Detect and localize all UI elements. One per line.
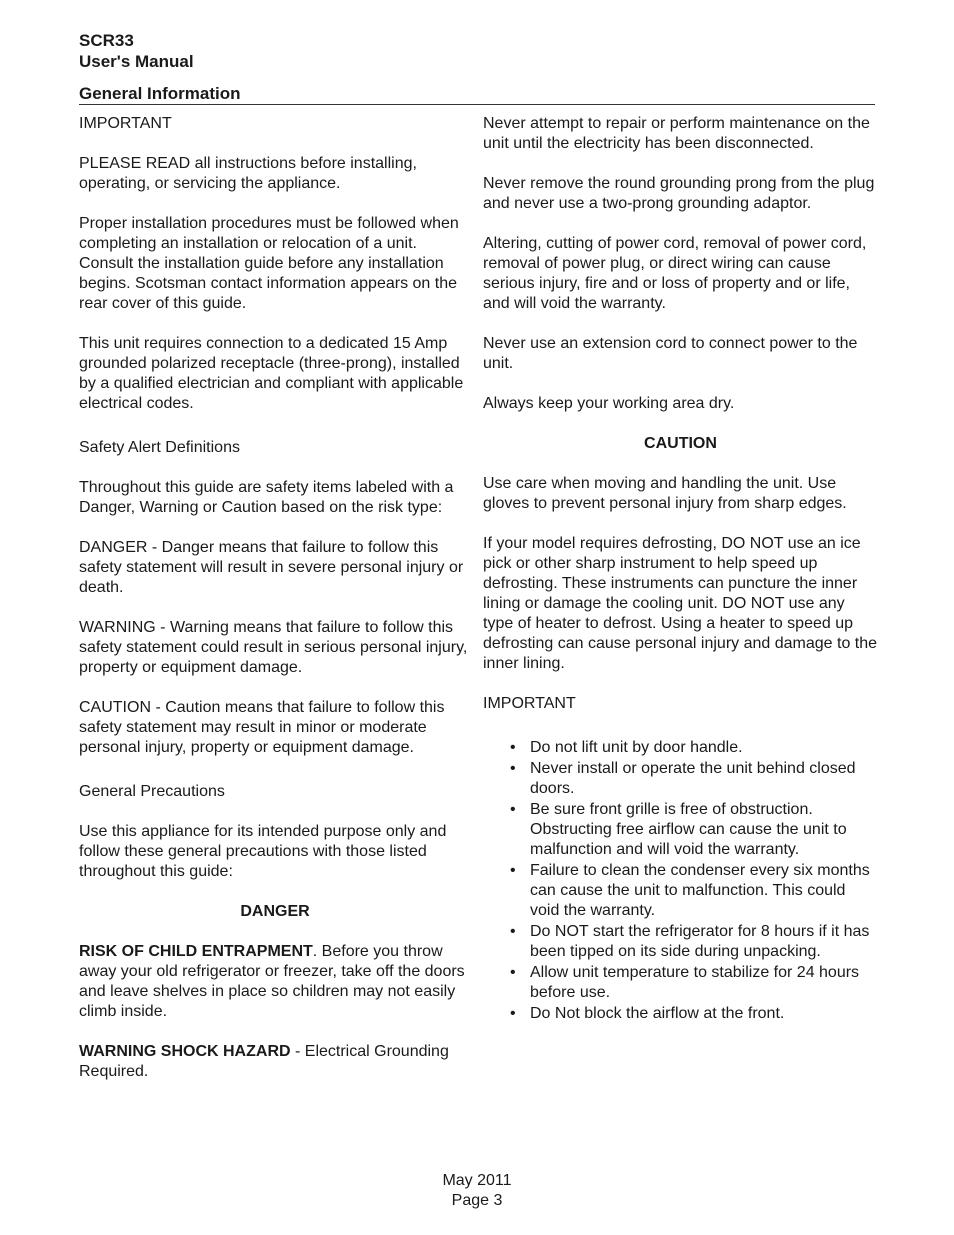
shock-hazard-text: - Electrical Grounding Required. [79,1043,449,1080]
use-appliance-paragraph: Use this appliance for its intended purpose only and follow these general precautions with those listed throughout this guide: [79,823,447,880]
dry-area-paragraph: Always keep your working area dry. [483,395,735,412]
list-item: • Failure to clean the condenser every six months can cause the unit to malfunction. This could void the warranty. [483,861,878,921]
list-item: • Do Not block the airflow at the front. [483,1004,878,1024]
warning-definition: WARNING - Warning means that failure to follow this safety statement could result in serious personal injury, property or equipment damage. [79,619,468,676]
caution-definition: CAUTION - Caution means that failure to follow this safety statement may result in minor or moderate personal injury, property or equipment damage. [79,699,445,756]
child-entrapment-label: RISK OF CHILD ENTRAPMENT [79,943,313,960]
child-entrapment-text: . Before you throw away your old refrigerator or freezer, take off the doors and leave shelves in place so children may not easily climb inside. [79,943,465,1020]
document-title: User's Manual [79,52,194,71]
child-entrapment-paragraph [79,942,471,1022]
list-item: • Never install or operate the unit behind closed doors. [483,759,878,799]
power-cord-paragraph: Altering, cutting of power cord, removal of power cord, removal of power plug, or direct wiring can cause serious injury, fire and or loss of property and or life, and will void the warranty. [483,235,867,312]
list-item: • Do not lift unit by door handle. [483,738,878,758]
left-column [79,114,471,1102]
list-item: • Allow unit temperature to stabilize for 24 hours before use. [483,963,878,1003]
defrosting-paragraph: If your model requires defrosting, DO NOT use an ice pick or other sharp instrument to help speed up defrosting. These instruments can puncture the inner lining or damage the cooling unit. DO NOT use any type of heater to defrost. Using a heater to speed up defrosting can cause personal injury and damage to the inner lining. [483,535,878,672]
grounding-prong-paragraph: Never remove the round grounding prong from the plug and never use a two-prong grounding adaptor. [483,175,875,212]
shock-hazard-label: WARNING SHOCK HAZARD [79,1043,291,1060]
important-label-right: IMPORTANT [483,695,576,712]
footer-date: May 2011 [442,1172,512,1189]
right-column [483,114,878,1025]
general-precautions-heading: General Precautions [79,783,225,800]
extension-cord-paragraph: Never use an extension cord to connect power to the unit. [483,335,858,372]
model-number: SCR33 [79,31,134,50]
shock-hazard-paragraph [79,1042,471,1082]
important-label: IMPORTANT [79,115,172,132]
list-item: • Be sure front grille is free of obstruction. Obstructing free airflow can cause the unit to malfunction and will void the warranty. [483,800,878,860]
installation-paragraph: Proper installation procedures must be followed when completing an installation or relocation of a unit. Consult the installation guide before any installation begins. Scotsman contact information appears on the rear cover of this guide. [79,215,459,312]
section-title: General Information [79,84,241,103]
header-divider [79,104,875,105]
safety-alert-heading: Safety Alert Definitions [79,439,240,456]
safety-intro-paragraph: Throughout this guide are safety items labeled with a Danger, Warning or Caution based on the risk type: [79,479,454,516]
danger-title: DANGER [240,903,310,920]
handling-paragraph: Use care when moving and handling the unit. Use gloves to prevent personal injury from sharp edges. [483,475,847,512]
list-item: • Do NOT start the refrigerator for 8 hours if it has been tipped on its side during unpacking. [483,922,878,962]
important-list [483,738,878,1024]
read-instructions-paragraph: PLEASE READ all instructions before installing, operating, or servicing the appliance. [79,155,417,192]
caution-title: CAUTION [644,435,717,452]
power-requirement-paragraph: This unit requires connection to a dedicated 15 Amp grounded polarized receptacle (three-prong), installed by a qualified electrician and compliant with applicable electrical codes. [79,335,464,412]
repair-paragraph: Never attempt to repair or perform maintenance on the unit until the electricity has been disconnected. [483,115,870,152]
page-number: Page 3 [451,1192,503,1209]
danger-definition: DANGER - Danger means that failure to follow this safety statement will result in severe personal injury or death. [79,539,464,596]
